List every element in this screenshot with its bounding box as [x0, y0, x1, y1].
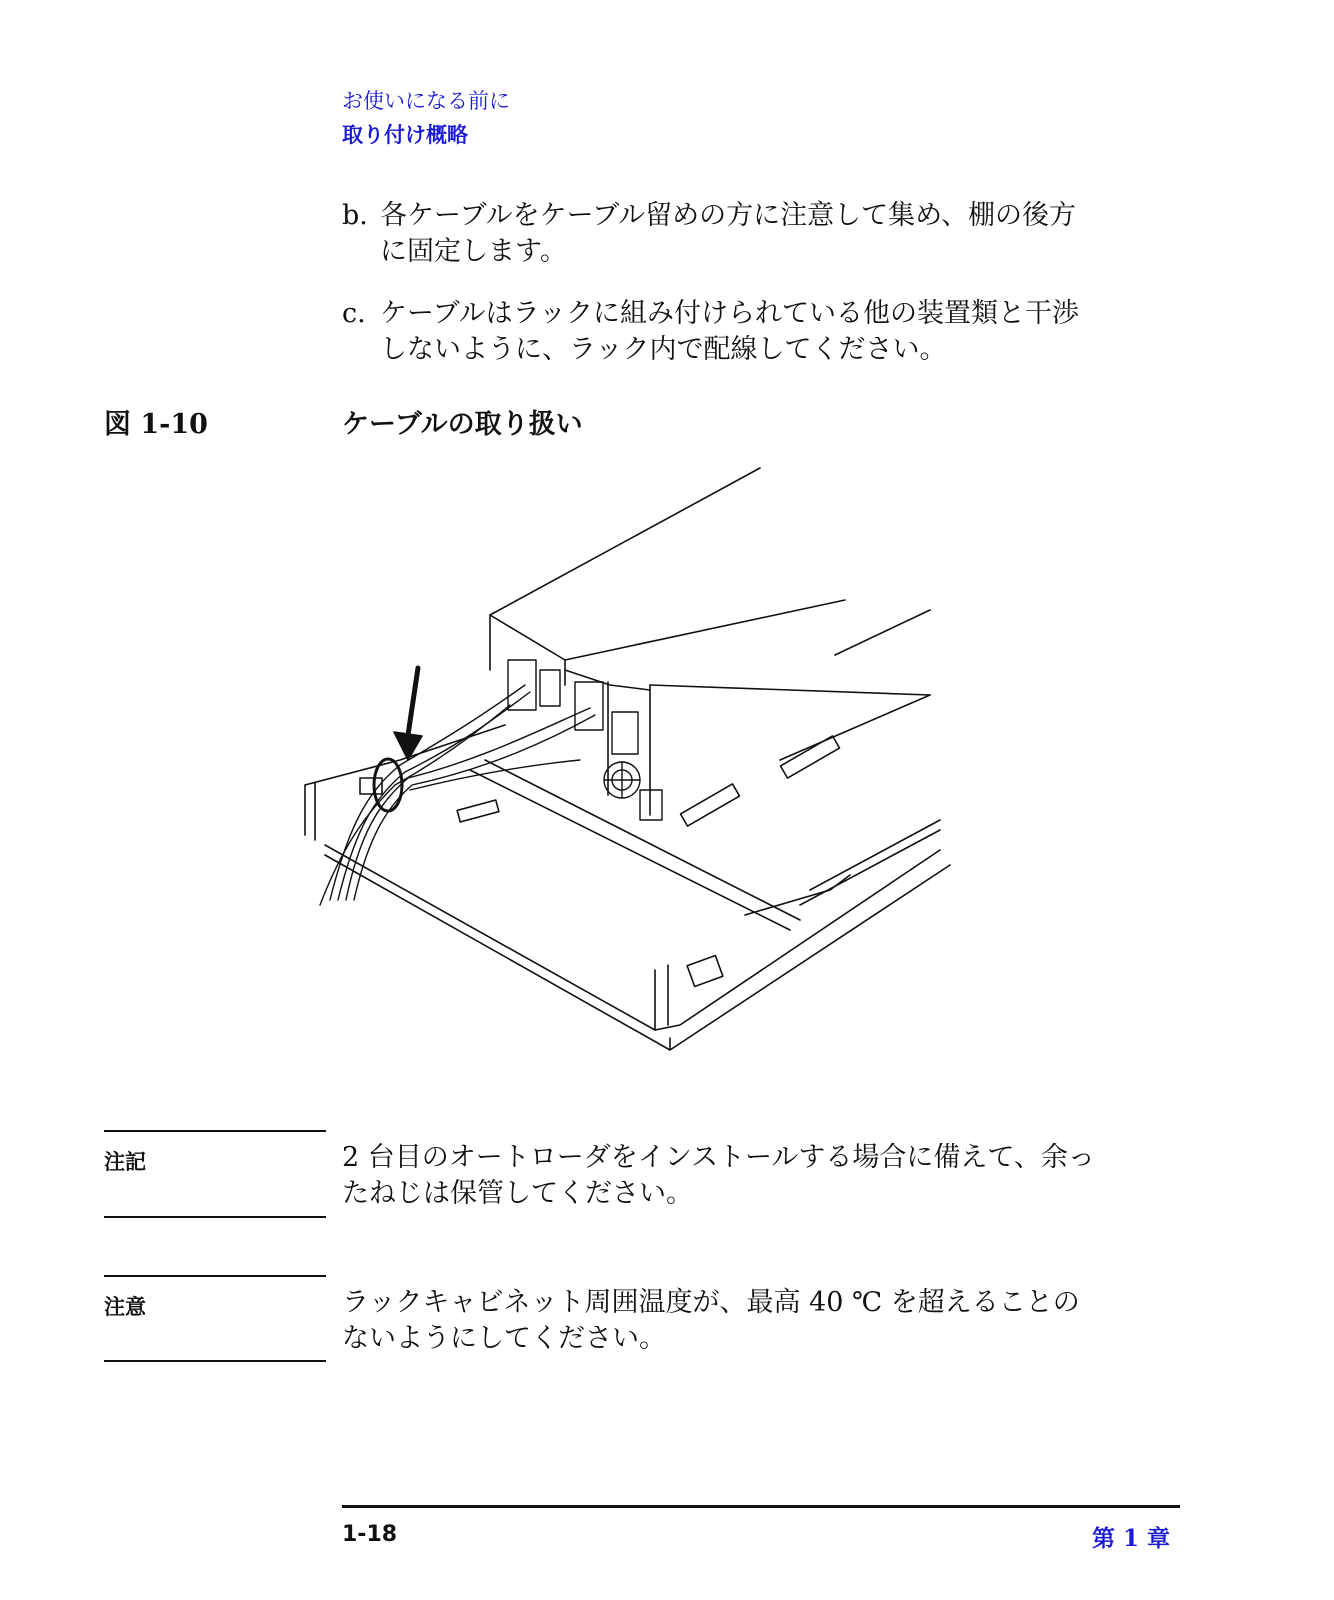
note-bottom-rule	[104, 1216, 326, 1218]
step-c-marker: c.	[342, 298, 366, 329]
figure-title: ケーブルの取り扱い	[342, 409, 583, 440]
step-b	[342, 198, 1182, 270]
caution-line1: ラックキャビネット周囲温度が、最高 40 ℃ を超えることの	[342, 1287, 1080, 1318]
note-line2: たねじは保管してください。	[342, 1178, 693, 1209]
footer-rule	[342, 1505, 1180, 1508]
caution-bottom-rule	[104, 1360, 326, 1362]
note-label: 注記	[104, 1150, 146, 1174]
step-c	[342, 296, 1182, 368]
header-section-link[interactable]: 取り付け概略	[342, 123, 468, 147]
caution-label: 注意	[104, 1295, 146, 1319]
footer-chapter-link[interactable]: 第 1 章	[1091, 1525, 1170, 1552]
note-text	[342, 1140, 1182, 1212]
page-number: 1-18	[342, 1522, 398, 1547]
step-c-line2: しないように、ラック内で配線してください。	[380, 334, 947, 365]
rear-connectors	[508, 660, 662, 820]
header-chapter-link[interactable]: お使いになる前に	[342, 89, 510, 113]
figure-label: 図 1-10	[104, 409, 208, 440]
step-b-line2: に固定します。	[380, 236, 567, 267]
step-c-line1: ケーブルはラックに組み付けられている他の装置類と干渉	[380, 298, 1080, 329]
arrow-icon	[394, 668, 422, 760]
caution-text	[342, 1285, 1182, 1357]
caution-top-rule	[104, 1275, 326, 1277]
note-top-rule	[104, 1130, 326, 1132]
note-line1: 2 台目のオートローダをインストールする場合に備えて、余っ	[342, 1142, 1095, 1173]
step-b-line1: 各ケーブルをケーブル留めの方に注意して集め、棚の後方	[380, 200, 1077, 231]
caution-line2: ないようにしてください。	[342, 1323, 666, 1354]
cable-handling-illustration	[290, 460, 1010, 1080]
step-b-marker: b.	[342, 200, 368, 231]
